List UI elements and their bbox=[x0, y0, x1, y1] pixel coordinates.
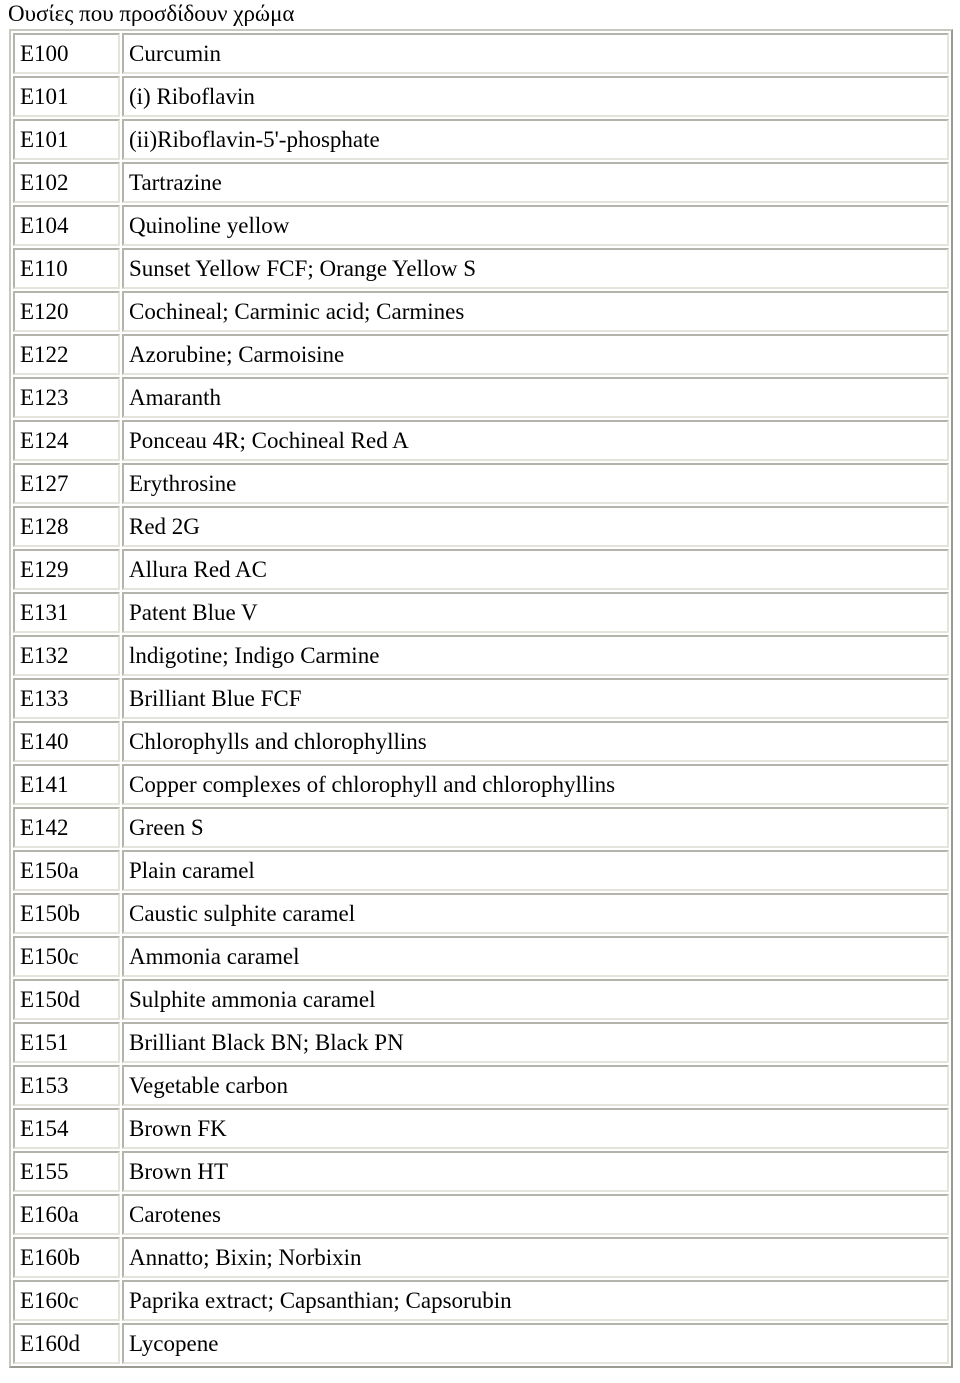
substance-name-cell: Caustic sulphite caramel bbox=[122, 893, 949, 934]
e-number-cell: E160b bbox=[13, 1237, 120, 1278]
table-row bbox=[13, 420, 949, 461]
color-additives-table bbox=[9, 29, 953, 1368]
e-number-cell: E150d bbox=[13, 979, 120, 1020]
table-row bbox=[13, 463, 949, 504]
substance-name-cell: Ammonia caramel bbox=[122, 936, 949, 977]
e-number-cell: E133 bbox=[13, 678, 120, 719]
substance-name-cell: Annatto; Bixin; Norbixin bbox=[122, 1237, 949, 1278]
e-number-cell: E160a bbox=[13, 1194, 120, 1235]
substance-name-cell: Ponceau 4R; Cochineal Red A bbox=[122, 420, 949, 461]
substance-name-cell: Red 2G bbox=[122, 506, 949, 547]
e-number-cell: E110 bbox=[13, 248, 120, 289]
e-number-cell: E142 bbox=[13, 807, 120, 848]
e-number-cell: E160d bbox=[13, 1323, 120, 1364]
table-row bbox=[13, 764, 949, 805]
substance-name-cell: Carotenes bbox=[122, 1194, 949, 1235]
e-number-cell: E150a bbox=[13, 850, 120, 891]
substance-name-cell: Paprika extract; Capsanthian; Capsorubin bbox=[122, 1280, 949, 1321]
e-number-cell: E141 bbox=[13, 764, 120, 805]
e-number-cell: E150b bbox=[13, 893, 120, 934]
table-row bbox=[13, 893, 949, 934]
substance-name-cell: lndigotine; Indigo Carmine bbox=[122, 635, 949, 676]
table-row bbox=[13, 76, 949, 117]
table-body bbox=[13, 33, 949, 1364]
substance-name-cell: Brilliant Black BN; Black PN bbox=[122, 1022, 949, 1063]
table-row bbox=[13, 1151, 949, 1192]
e-number-cell: E127 bbox=[13, 463, 120, 504]
substance-name-cell: (i) Riboflavin bbox=[122, 76, 949, 117]
substance-name-cell: Plain caramel bbox=[122, 850, 949, 891]
table-row bbox=[13, 1108, 949, 1149]
page-title: Ουσίες που προσδίδουν χρώμα bbox=[8, 1, 295, 26]
table-row bbox=[13, 33, 949, 74]
e-number-cell: E154 bbox=[13, 1108, 120, 1149]
table-row bbox=[13, 678, 949, 719]
substance-name-cell: Brilliant Blue FCF bbox=[122, 678, 949, 719]
e-number-cell: E101 bbox=[13, 119, 120, 160]
table-row bbox=[13, 549, 949, 590]
table-row bbox=[13, 334, 949, 375]
e-number-cell: E153 bbox=[13, 1065, 120, 1106]
table-row bbox=[13, 850, 949, 891]
table-row bbox=[13, 1022, 949, 1063]
table-row bbox=[13, 807, 949, 848]
substance-name-cell: Azorubine; Carmoisine bbox=[122, 334, 949, 375]
e-number-cell: E128 bbox=[13, 506, 120, 547]
table-row bbox=[13, 291, 949, 332]
e-number-cell: E101 bbox=[13, 76, 120, 117]
substance-name-cell: Copper complexes of chlorophyll and chlorophyllins bbox=[122, 764, 949, 805]
e-number-cell: E120 bbox=[13, 291, 120, 332]
table-row bbox=[13, 506, 949, 547]
substance-name-cell: Cochineal; Carminic acid; Carmines bbox=[122, 291, 949, 332]
table-row bbox=[13, 592, 949, 633]
e-number-cell: E129 bbox=[13, 549, 120, 590]
substance-name-cell: Chlorophylls and chlorophyllins bbox=[122, 721, 949, 762]
table-row bbox=[13, 248, 949, 289]
substance-name-cell: Sulphite ammonia caramel bbox=[122, 979, 949, 1020]
e-number-cell: E122 bbox=[13, 334, 120, 375]
table-row bbox=[13, 721, 949, 762]
substance-name-cell: Lycopene bbox=[122, 1323, 949, 1364]
table-row bbox=[13, 635, 949, 676]
e-number-cell: E123 bbox=[13, 377, 120, 418]
substance-name-cell: Sunset Yellow FCF; Orange Yellow S bbox=[122, 248, 949, 289]
substance-name-cell: Erythrosine bbox=[122, 463, 949, 504]
substance-name-cell: Allura Red AC bbox=[122, 549, 949, 590]
substance-name-cell: (ii)Riboflavin-5'-phosphate bbox=[122, 119, 949, 160]
substance-name-cell: Quinoline yellow bbox=[122, 205, 949, 246]
e-number-cell: E155 bbox=[13, 1151, 120, 1192]
table-row bbox=[13, 162, 949, 203]
table-row bbox=[13, 1280, 949, 1321]
table-row bbox=[13, 1323, 949, 1364]
table-row bbox=[13, 936, 949, 977]
table-row bbox=[13, 119, 949, 160]
e-number-cell: E150c bbox=[13, 936, 120, 977]
e-number-cell: E124 bbox=[13, 420, 120, 461]
e-number-cell: E100 bbox=[13, 33, 120, 74]
e-number-cell: E102 bbox=[13, 162, 120, 203]
table-row bbox=[13, 979, 949, 1020]
table-row bbox=[13, 1237, 949, 1278]
e-number-cell: E132 bbox=[13, 635, 120, 676]
e-number-cell: E151 bbox=[13, 1022, 120, 1063]
table-row bbox=[13, 205, 949, 246]
substance-name-cell: Green S bbox=[122, 807, 949, 848]
substance-name-cell: Brown FK bbox=[122, 1108, 949, 1149]
table-row bbox=[13, 377, 949, 418]
e-number-cell: E131 bbox=[13, 592, 120, 633]
substance-name-cell: Tartrazine bbox=[122, 162, 949, 203]
table-row bbox=[13, 1065, 949, 1106]
substance-name-cell: Brown HT bbox=[122, 1151, 949, 1192]
substance-name-cell: Curcumin bbox=[122, 33, 949, 74]
substance-name-cell: Vegetable carbon bbox=[122, 1065, 949, 1106]
table-row bbox=[13, 1194, 949, 1235]
e-number-cell: E104 bbox=[13, 205, 120, 246]
substance-name-cell: Patent Blue V bbox=[122, 592, 949, 633]
e-number-cell: E140 bbox=[13, 721, 120, 762]
substance-name-cell: Amaranth bbox=[122, 377, 949, 418]
e-number-cell: E160c bbox=[13, 1280, 120, 1321]
